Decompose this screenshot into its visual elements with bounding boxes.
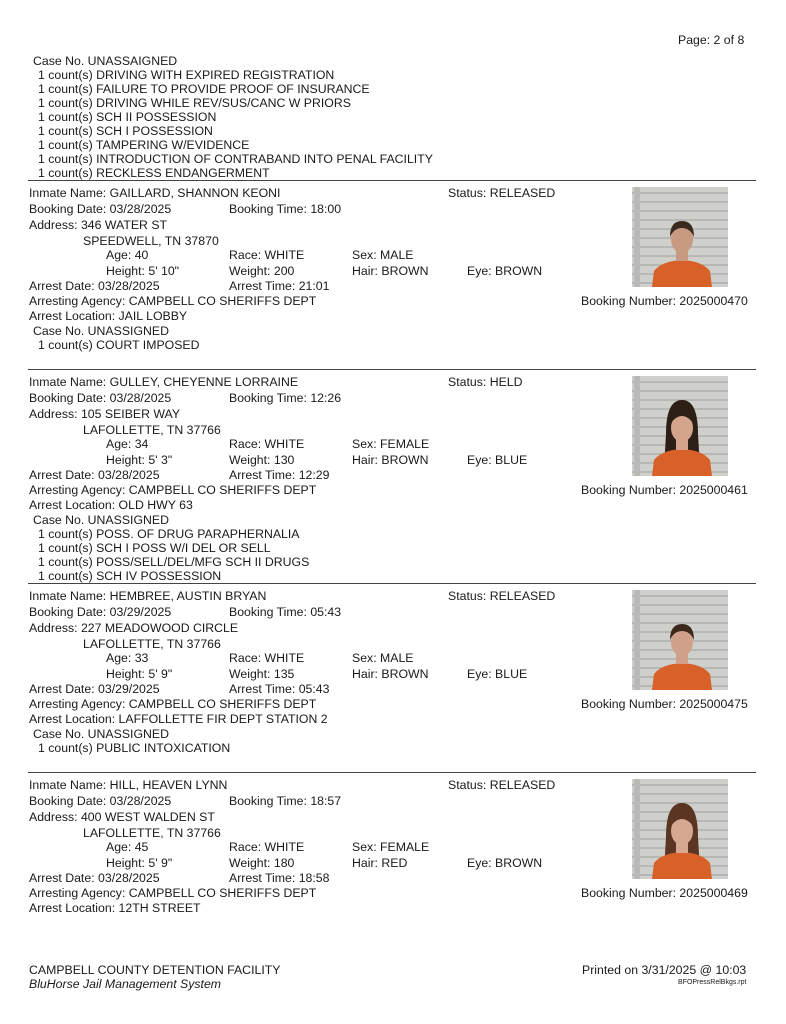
arrest-time: Arrest Time: 05:43	[229, 682, 330, 696]
eye-color: Eye: BROWN	[467, 856, 543, 870]
record-separator	[28, 180, 756, 181]
address-line: Address: 400 WEST WALDEN ST	[29, 810, 215, 824]
arrest-location: Arrest Location: OLD HWY 63	[29, 498, 193, 512]
charge-line: 1 count(s) POSS. OF DRUG PARAPHERNALIA	[38, 527, 300, 541]
arresting-agency: Arresting Agency: CAMPBELL CO SHERIFFS DEPT	[29, 483, 317, 497]
inmate-record	[0, 180, 786, 370]
record-separator	[28, 772, 756, 773]
arresting-agency: Arresting Agency: CAMPBELL CO SHERIFFS DEPT	[29, 294, 317, 308]
hair-color: Hair: BROWN	[352, 264, 429, 278]
address-line: Address: 227 MEADOWOOD CIRCLE	[29, 621, 239, 635]
sex: Sex: FEMALE	[352, 840, 430, 854]
booking-date: Booking Date: 03/28/2025	[29, 391, 172, 405]
status: Status: RELEASED	[448, 589, 556, 603]
carryover-charge-list	[33, 68, 433, 180]
arrest-time: Arrest Time: 12:29	[229, 468, 330, 482]
hair-color: Hair: BROWN	[352, 453, 429, 467]
charge-line: 1 count(s) DRIVING WITH EXPIRED REGISTRATION	[38, 68, 335, 82]
arrest-time: Arrest Time: 18:58	[229, 871, 330, 885]
case-number: Case No. UNASSIGNED	[33, 324, 169, 338]
inmate-name: Inmate Name: HEMBREE, AUSTIN BRYAN	[29, 589, 267, 603]
mugshot-photo	[632, 779, 728, 879]
charge-line: 1 count(s) SCH I POSSESSION	[38, 124, 213, 138]
charge-line: 1 count(s) FAILURE TO PROVIDE PROOF OF INSURANCE	[38, 82, 370, 96]
charge-line: 1 count(s) POSS/SELL/DEL/MFG SCH II DRUGS	[38, 555, 310, 569]
case-number: Case No. UNASSIGNED	[33, 727, 169, 741]
arrest-location: Arrest Location: LAFFOLLETTE FIR DEPT STATION 2	[29, 712, 328, 726]
arrest-date: Arrest Date: 03/28/2025	[29, 279, 160, 293]
booking-date: Booking Date: 03/29/2025	[29, 605, 172, 619]
booking-date: Booking Date: 03/28/2025	[29, 202, 172, 216]
mugshot-photo	[632, 187, 728, 287]
arresting-agency: Arresting Agency: CAMPBELL CO SHERIFFS DEPT	[29, 697, 317, 711]
booking-time: Booking Time: 18:00	[229, 202, 342, 216]
mugshot-image	[632, 187, 728, 287]
inmate-name: Inmate Name: HILL, HEAVEN LYNN	[29, 778, 228, 792]
booking-date: Booking Date: 03/28/2025	[29, 794, 172, 808]
inmate-record	[0, 772, 786, 962]
charge-line: 1 count(s) SCH I POSS W/I DEL OR SELL	[38, 541, 271, 555]
arrest-date: Arrest Date: 03/28/2025	[29, 871, 160, 885]
eye-color: Eye: BLUE	[467, 453, 528, 467]
inmate-record	[0, 369, 786, 583]
carryover-charges	[33, 54, 433, 180]
charge-list	[33, 513, 309, 583]
record-separator	[28, 369, 756, 370]
charge-list	[33, 727, 230, 755]
sex: Sex: MALE	[352, 248, 414, 262]
charge-line: 1 count(s) SCH II POSSESSION	[38, 110, 217, 124]
mugshot-image	[632, 590, 728, 690]
address-city-line: SPEEDWELL, TN 37870	[83, 234, 219, 248]
height: Height: 5' 9"	[106, 856, 173, 870]
height: Height: 5' 10"	[106, 264, 180, 278]
charge-line: 1 count(s) SCH IV POSSESSION	[38, 569, 222, 583]
arresting-agency: Arresting Agency: CAMPBELL CO SHERIFFS DEPT	[29, 886, 317, 900]
race: Race: WHITE	[229, 840, 305, 854]
arrest-time: Arrest Time: 21:01	[229, 279, 330, 293]
footer-printed-date: Printed on 3/31/2025 @ 10:03	[582, 963, 747, 977]
record-separator	[28, 583, 756, 584]
race: Race: WHITE	[229, 651, 305, 665]
charge-line: 1 count(s) INTRODUCTION OF CONTRABAND INTO PENAL FACILITY	[38, 152, 433, 166]
sex: Sex: MALE	[352, 651, 414, 665]
charge-line: 1 count(s) COURT IMPOSED	[38, 338, 200, 352]
height: Height: 5' 9"	[106, 667, 173, 681]
page-number: Page: 2 of 8	[678, 33, 745, 47]
height: Height: 5' 3"	[106, 453, 173, 467]
address-city-line: LAFOLLETTE, TN 37766	[83, 423, 221, 437]
weight: Weight: 200	[229, 264, 295, 278]
weight: Weight: 180	[229, 856, 295, 870]
booking-number: Booking Number: 2025000475	[581, 697, 748, 711]
race: Race: WHITE	[229, 248, 305, 262]
footer-report-name: BFOPressRelBkgs.rpt	[678, 979, 747, 986]
address-line: Address: 105 SEIBER WAY	[29, 407, 181, 421]
hair-color: Hair: BROWN	[352, 667, 429, 681]
booking-number: Booking Number: 2025000470	[581, 294, 748, 308]
booking-time: Booking Time: 18:57	[229, 794, 342, 808]
inmate-record	[0, 583, 786, 773]
mugshot-image	[632, 376, 728, 476]
booking-number: Booking Number: 2025000469	[581, 886, 748, 900]
age: Age: 45	[106, 840, 149, 854]
footer-facility: CAMPBELL COUNTY DETENTION FACILITY	[29, 963, 281, 977]
age: Age: 34	[106, 437, 149, 451]
eye-color: Eye: BLUE	[467, 667, 528, 681]
mugshot-photo	[632, 376, 728, 476]
mugshot-photo	[632, 590, 728, 690]
charge-line: 1 count(s) PUBLIC INTOXICATION	[38, 741, 231, 755]
status: Status: RELEASED	[448, 186, 556, 200]
hair-color: Hair: RED	[352, 856, 408, 870]
case-number: Case No. UNASSIGNED	[33, 513, 169, 527]
age: Age: 33	[106, 651, 149, 665]
address-city-line: LAFOLLETTE, TN 37766	[83, 826, 221, 840]
race: Race: WHITE	[229, 437, 305, 451]
arrest-location: Arrest Location: 12TH STREET	[29, 901, 201, 915]
weight: Weight: 130	[229, 453, 295, 467]
address-city-line: LAFOLLETTE, TN 37766	[83, 637, 221, 651]
charge-line: 1 count(s) TAMPERING W/EVIDENCE	[38, 138, 250, 152]
inmate-name: Inmate Name: GULLEY, CHEYENNE LORRAINE	[29, 375, 299, 389]
booking-number: Booking Number: 2025000461	[581, 483, 748, 497]
weight: Weight: 135	[229, 667, 295, 681]
status: Status: HELD	[448, 375, 523, 389]
charge-list	[33, 324, 200, 352]
booking-time: Booking Time: 05:43	[229, 605, 342, 619]
booking-time: Booking Time: 12:26	[229, 391, 342, 405]
address-line: Address: 346 WATER ST	[29, 218, 168, 232]
footer-system-name: BluHorse Jail Management System	[29, 977, 222, 991]
sex: Sex: FEMALE	[352, 437, 430, 451]
arrest-location: Arrest Location: JAIL LOBBY	[29, 309, 188, 323]
charge-line: 1 count(s) DRIVING WHILE REV/SUS/CANC W PRIORS	[38, 96, 351, 110]
age: Age: 40	[106, 248, 149, 262]
status: Status: RELEASED	[448, 778, 556, 792]
arrest-date: Arrest Date: 03/28/2025	[29, 468, 160, 482]
arrest-date: Arrest Date: 03/29/2025	[29, 682, 160, 696]
inmate-name: Inmate Name: GAILLARD, SHANNON KEONI	[29, 186, 281, 200]
charge-line: 1 count(s) RECKLESS ENDANGERMENT	[38, 166, 270, 180]
mugshot-image	[632, 779, 728, 879]
carryover-case-number: Case No. UNASSAIGNED	[33, 54, 178, 68]
eye-color: Eye: BROWN	[467, 264, 543, 278]
